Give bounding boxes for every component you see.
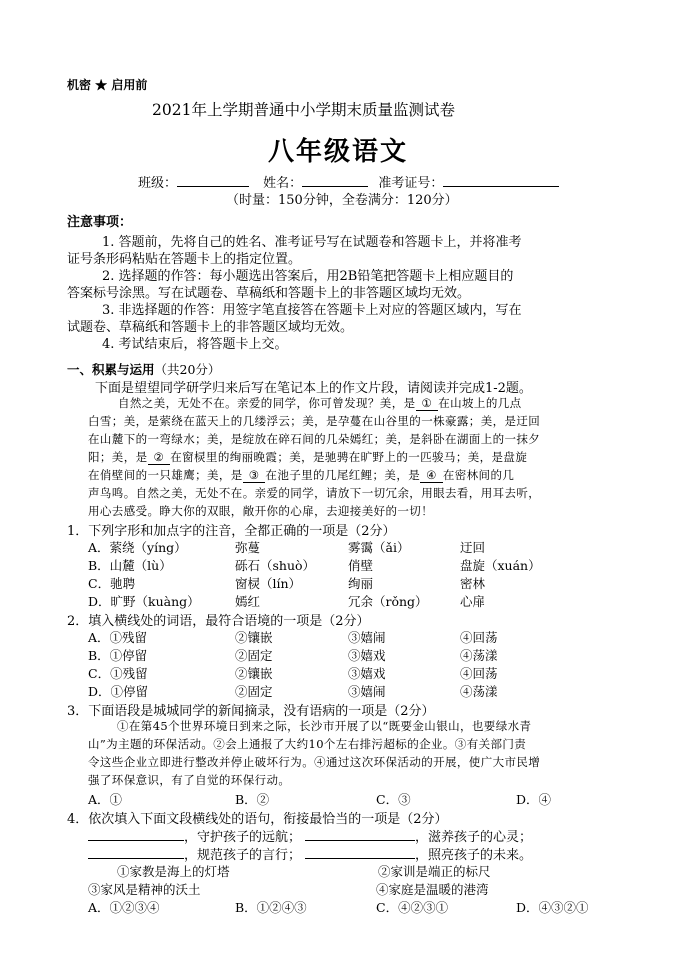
q3-passage-line: 山”为主题的环保活动。②会上通报了大约10个左右排污超标的企业。③有关部门责 [88, 737, 527, 751]
q4-choice: ③家风是精神的沃土 [88, 882, 201, 897]
time-note: （时量：150分钟，全卷满分：120分） [226, 193, 458, 208]
q2-option-c-word: ③嬉戏 [348, 666, 386, 681]
section-intro: 下面是望望同学研学归来后写在笔记本上的作文片段，请阅读并完成1-2题。 [95, 381, 532, 396]
q1-option-c-word: 绚丽 [348, 576, 374, 591]
blank-marker-2: ② [148, 450, 171, 465]
q4-choice: ①家教是海上的灯塔 [117, 864, 230, 879]
q1-option-c-word: 密林 [460, 576, 486, 591]
notice-line: 1. 答题前，先将自己的姓名、准考证号写在试题卷和答题卡上，并将准考 [102, 235, 522, 250]
q3-option-d[interactable]: D．④ [516, 792, 552, 807]
notice-heading: 注意事项： [67, 215, 133, 230]
q3-passage-line: ①在第45个世界环境日到来之际，长沙市开展了以“既要金山银山，也要绿水青 [117, 719, 532, 733]
q1-option-b[interactable]: B．山麓（lù） [88, 558, 172, 573]
q3-passage-line: 强了环保意识，有了自觉的环保行动。 [88, 773, 291, 787]
q1-option-a[interactable]: A．萦绕（yíng） [88, 540, 187, 555]
q4-blank-2[interactable] [305, 828, 415, 841]
subject-title: 八年级语文 [268, 137, 409, 167]
q4-blank-3[interactable] [88, 846, 184, 859]
passage-line [118, 395, 522, 411]
section-heading [67, 360, 220, 378]
q1-option-b-word: 砾石（shuò） [235, 558, 316, 573]
q2-option-b-word: ④荡漾 [460, 648, 498, 663]
q1-option-d-word: 心扉 [460, 594, 486, 609]
passage-text: 在窗棂里的绚丽晚霞；美，是驰骋在旷野上的一匹骏马；美，是盘旋 [170, 450, 528, 464]
q2-option-a-word: ④回荡 [460, 630, 498, 645]
q4-fill-line [88, 826, 532, 845]
question-2-stem: 2．填入横线处的词语，最符合语境的一项是（2分） [67, 614, 370, 629]
q2-option-a[interactable]: A．①残留 [88, 630, 148, 645]
q2-option-d-word: ②固定 [235, 684, 273, 699]
class-label: 班级： [138, 176, 178, 191]
confidential-label: 机密 ★ 启用前 [67, 78, 148, 92]
q1-option-a-word: 迂回 [460, 540, 486, 555]
blank-marker-4: ④ [420, 468, 443, 483]
q4-fill-text: ，照亮孩子的未来。 [415, 848, 533, 863]
notice-line: 4. 考试结束后，将答题卡上交。 [102, 337, 288, 352]
blank-marker-3: ③ [243, 468, 266, 483]
q3-passage-line: 令这些企业立即进行整改并停止破坏行为。④通过这次环保活动的开展，使广大市民增 [88, 755, 541, 769]
q1-option-a-word: 弥蔓 [235, 540, 261, 555]
notice-line: 2. 选择题的作答：每小题选出答案后，用2B铅笔把答题卡上相应题目的 [102, 269, 514, 284]
q2-option-c-word: ④回荡 [460, 666, 498, 681]
q4-choice: ②家训是端正的标尺 [378, 864, 491, 879]
passage-line [88, 449, 527, 465]
class-blank[interactable] [177, 174, 249, 187]
q1-option-c-word: 窗棂（lín） [235, 576, 302, 591]
name-blank[interactable] [302, 174, 368, 187]
q2-option-b[interactable]: B．①停留 [88, 648, 148, 663]
q1-option-d-word: 嫣红 [235, 594, 261, 609]
q2-option-d-word: ③嬉闹 [348, 684, 386, 699]
q2-option-a-word: ②镶嵌 [235, 630, 273, 645]
blank-marker-1: ① [416, 396, 439, 411]
q2-option-d-word: ④荡漾 [460, 684, 498, 699]
passage-text: 在山坡上的几点 [438, 396, 522, 410]
passage-line [88, 467, 514, 483]
q4-option-c[interactable]: C．④②③① [376, 900, 449, 915]
passage-line: 在山麓下的一弯绿水；美，是绽放在碎石间的几朵嫣红；美，是斜卧在湖面上的一抹夕 [88, 432, 541, 446]
q2-option-c-word: ②镶嵌 [235, 666, 273, 681]
q4-option-b[interactable]: B．①②④③ [235, 900, 307, 915]
exam-title: 2021年上学期普通中小学期末质量监测试卷 [152, 101, 455, 119]
q4-blank-1[interactable] [88, 828, 184, 841]
q4-fill-text: ，守护孩子的远航； [184, 830, 302, 845]
q4-fill-text: ，规范孩子的言行； [184, 848, 302, 863]
q1-option-a-word: 雾霭（ǎi） [348, 540, 410, 555]
q2-option-d[interactable]: D．①停留 [88, 684, 149, 699]
q3-option-b[interactable]: B．② [235, 792, 270, 807]
notice-line: 答案标号涂黑。写在试题卷、草稿纸和答题卡上的非答题区域均无效。 [67, 286, 471, 301]
passage-text: 在池子里的几尾红鲤；美，是 [265, 468, 421, 482]
q1-option-b-word: 俏壁 [348, 558, 374, 573]
q4-blank-4[interactable] [305, 846, 415, 859]
q4-fill-line [88, 844, 532, 863]
question-3-stem: 3．下面语段是城城同学的新闻摘录，没有语病的一项是（2分） [67, 704, 435, 719]
notice-line: 证号条形码粘贴在答题卡上的指定位置。 [67, 252, 302, 267]
passage-text: 阳；美，是 [88, 450, 148, 464]
q2-option-a-word: ③嬉闹 [348, 630, 386, 645]
passage-text: 在密林间的几 [442, 468, 515, 482]
q1-option-b-word: 盘旋（xuán） [460, 558, 541, 573]
q2-option-c[interactable]: C．①残留 [88, 666, 148, 681]
notice-line: 试题卷、草稿纸和答题卡上的非答题区域均无效。 [67, 320, 354, 335]
section-score: （共20分） [154, 362, 221, 377]
q1-option-d[interactable]: D．旷野（kuàng） [88, 594, 200, 609]
q1-option-c[interactable]: C．驰聘 [88, 576, 136, 591]
passage-line: 声鸟鸣。自然之美，无处不在。亲爱的同学，请放下一切冗余，用眼去看，用耳去听， [88, 486, 541, 500]
q3-option-c[interactable]: C．③ [376, 792, 411, 807]
q2-option-b-word: ③嬉戏 [348, 648, 386, 663]
question-1-stem: 1．下列字形和加点字的注音，全都正确的一项是（2分） [67, 524, 396, 539]
q2-option-b-word: ②固定 [235, 648, 273, 663]
passage-line: 白雪；美，是萦绕在蓝天上的几缕浮云；美，是孕蔓在山谷里的一株豪露；美，是迂回 [88, 414, 541, 428]
passage-text: 自然之美，无处不在。亲爱的同学，你可曾发现？美，是 [118, 396, 416, 410]
passage-line: 用心去感受。睁大你的双眼，敞开你的心扉，去迎接美好的一切！ [88, 504, 434, 518]
name-label: 姓名： [263, 176, 303, 191]
id-blank[interactable] [443, 174, 559, 187]
q4-fill-text: ，滋养孩子的心灵； [415, 830, 533, 845]
q3-option-a[interactable]: A．① [88, 792, 123, 807]
id-label: 准考证号： [378, 176, 444, 191]
q1-option-d-word: 冗余（rǒng） [348, 594, 428, 609]
notice-line: 3. 非选择题的作答：用签字笔直接答在答题卡上对应的答题区域内，写在 [102, 303, 522, 318]
section-title: 一、积累与运用 [67, 362, 155, 377]
q4-option-d[interactable]: D．④③②① [516, 900, 589, 915]
q4-option-a[interactable]: A．①②③④ [88, 900, 160, 915]
q4-choice: ④家庭是温暖的港湾 [376, 882, 489, 897]
question-4-stem: 4．依次填入下面文段横线处的语句，衔接最恰当的一项是（2分） [67, 812, 448, 827]
passage-text: 在俏壁间的一只雄鹰；美，是 [88, 468, 243, 482]
